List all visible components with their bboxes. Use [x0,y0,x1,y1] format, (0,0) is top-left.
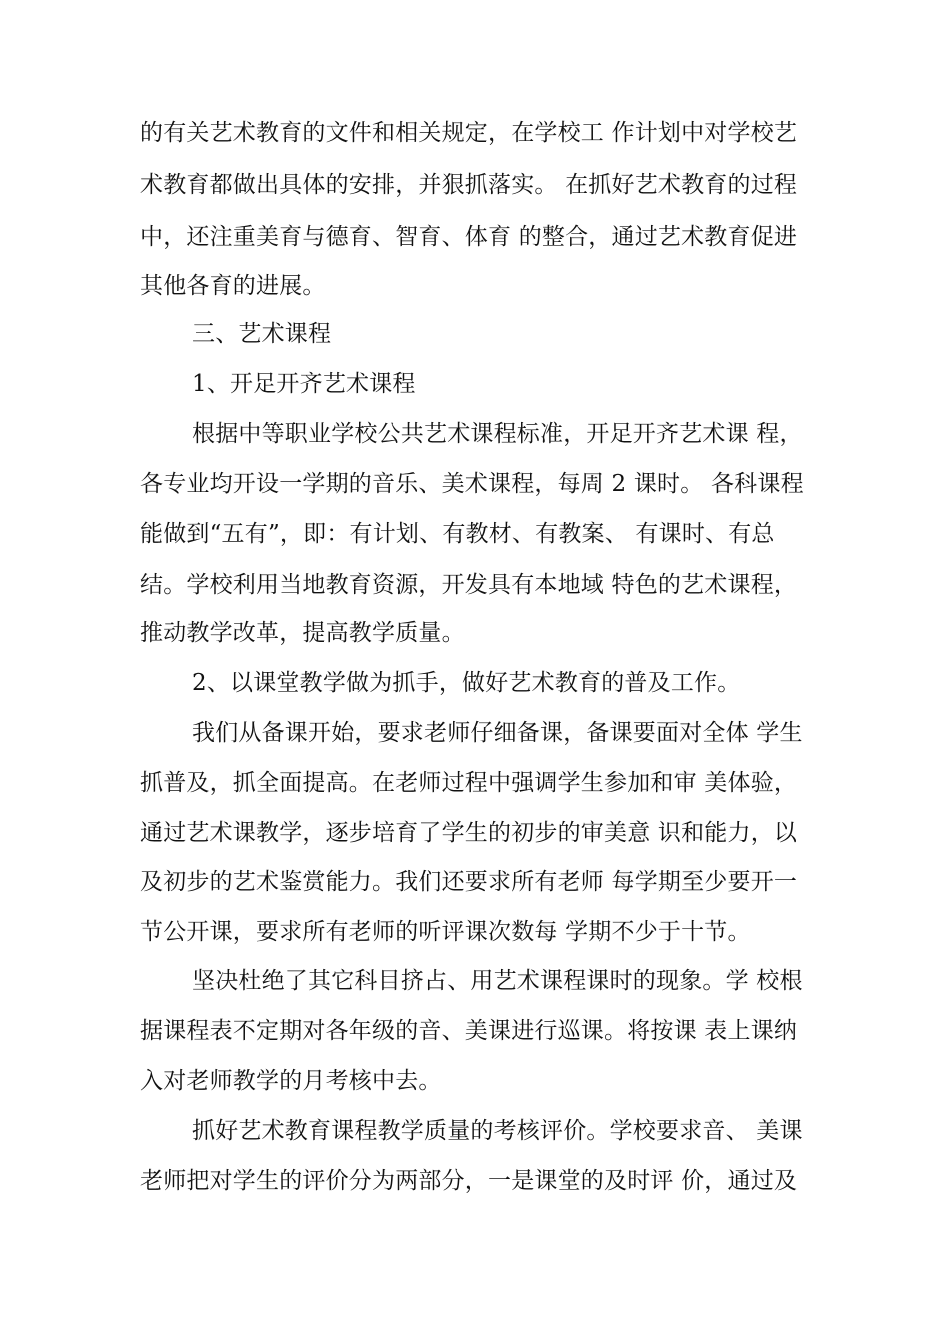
paragraph-line: 坚决杜绝了其它科目挤占、用艺术课程课时的现象。学 校根 [192,968,803,994]
paragraph-line: 通过艺术课教学，逐步培育了学生的初步的审美意 识和能力，以 [140,820,798,846]
section-heading: 三、艺术课程 [192,321,332,347]
paragraph-line: 据课程表不定期对各年级的音、美课进行巡课。将按课 表上课纳 [140,1018,798,1044]
paragraph-line: 术教育都做出具体的安排，并狠抓落实。 在抓好艺术教育的过程 [140,172,798,198]
paragraph-line: 入对老师教学的月考核中去。 [140,1068,442,1094]
paragraph-line: 结。学校利用当地教育资源，开发具有本地域 特色的艺术课程， [140,572,798,598]
paragraph-line: 我们从备课开始，要求老师仔细备课，备课要面对全体 学生 [192,720,803,746]
paragraph-line: 及初步的艺术鉴赏能力。我们还要求所有老师 每学期至少要开一 [140,869,798,895]
subsection-heading: 2、以课堂教学做为抓手，做好艺术教育的普及工作。 [192,670,741,696]
paragraph-line: 根据中等职业学校公共艺术课程标准，开足开齐艺术课 程， [192,421,803,447]
paragraph-line: 抓好艺术教育课程教学质量的考核评价。学校要求音、 美课 [192,1118,803,1144]
paragraph-line: 的有关艺术教育的文件和相关规定，在学校工 作计划中对学校艺 [140,120,798,146]
paragraph-line: 其他各育的进展。 [140,273,326,299]
paragraph-line: 抓普及，抓全面提高。在老师过程中强调学生参加和审 美体验， [140,770,798,796]
paragraph-line: 中，还注重美育与德育、智育、体育 的整合，通过艺术教育促进 [140,224,798,250]
paragraph-line: 能做到“五有”，即：有计划、有教材、有教案、 有课时、有总 [140,521,775,547]
paragraph-line: 老师把对学生的评价分为两部分，一是课堂的及时评 价，通过及 [140,1168,798,1194]
paragraph-line: 节公开课，要求所有老师的听评课次数每 学期不少于十节。 [140,919,751,945]
paragraph-line: 推动教学改革，提高教学质量。 [140,620,465,646]
subsection-heading: 1、开足开齐艺术课程 [192,371,416,397]
paragraph-line: 各专业均开设一学期的音乐、美术课程，每周 2 课时。 各科课程 [140,471,804,497]
